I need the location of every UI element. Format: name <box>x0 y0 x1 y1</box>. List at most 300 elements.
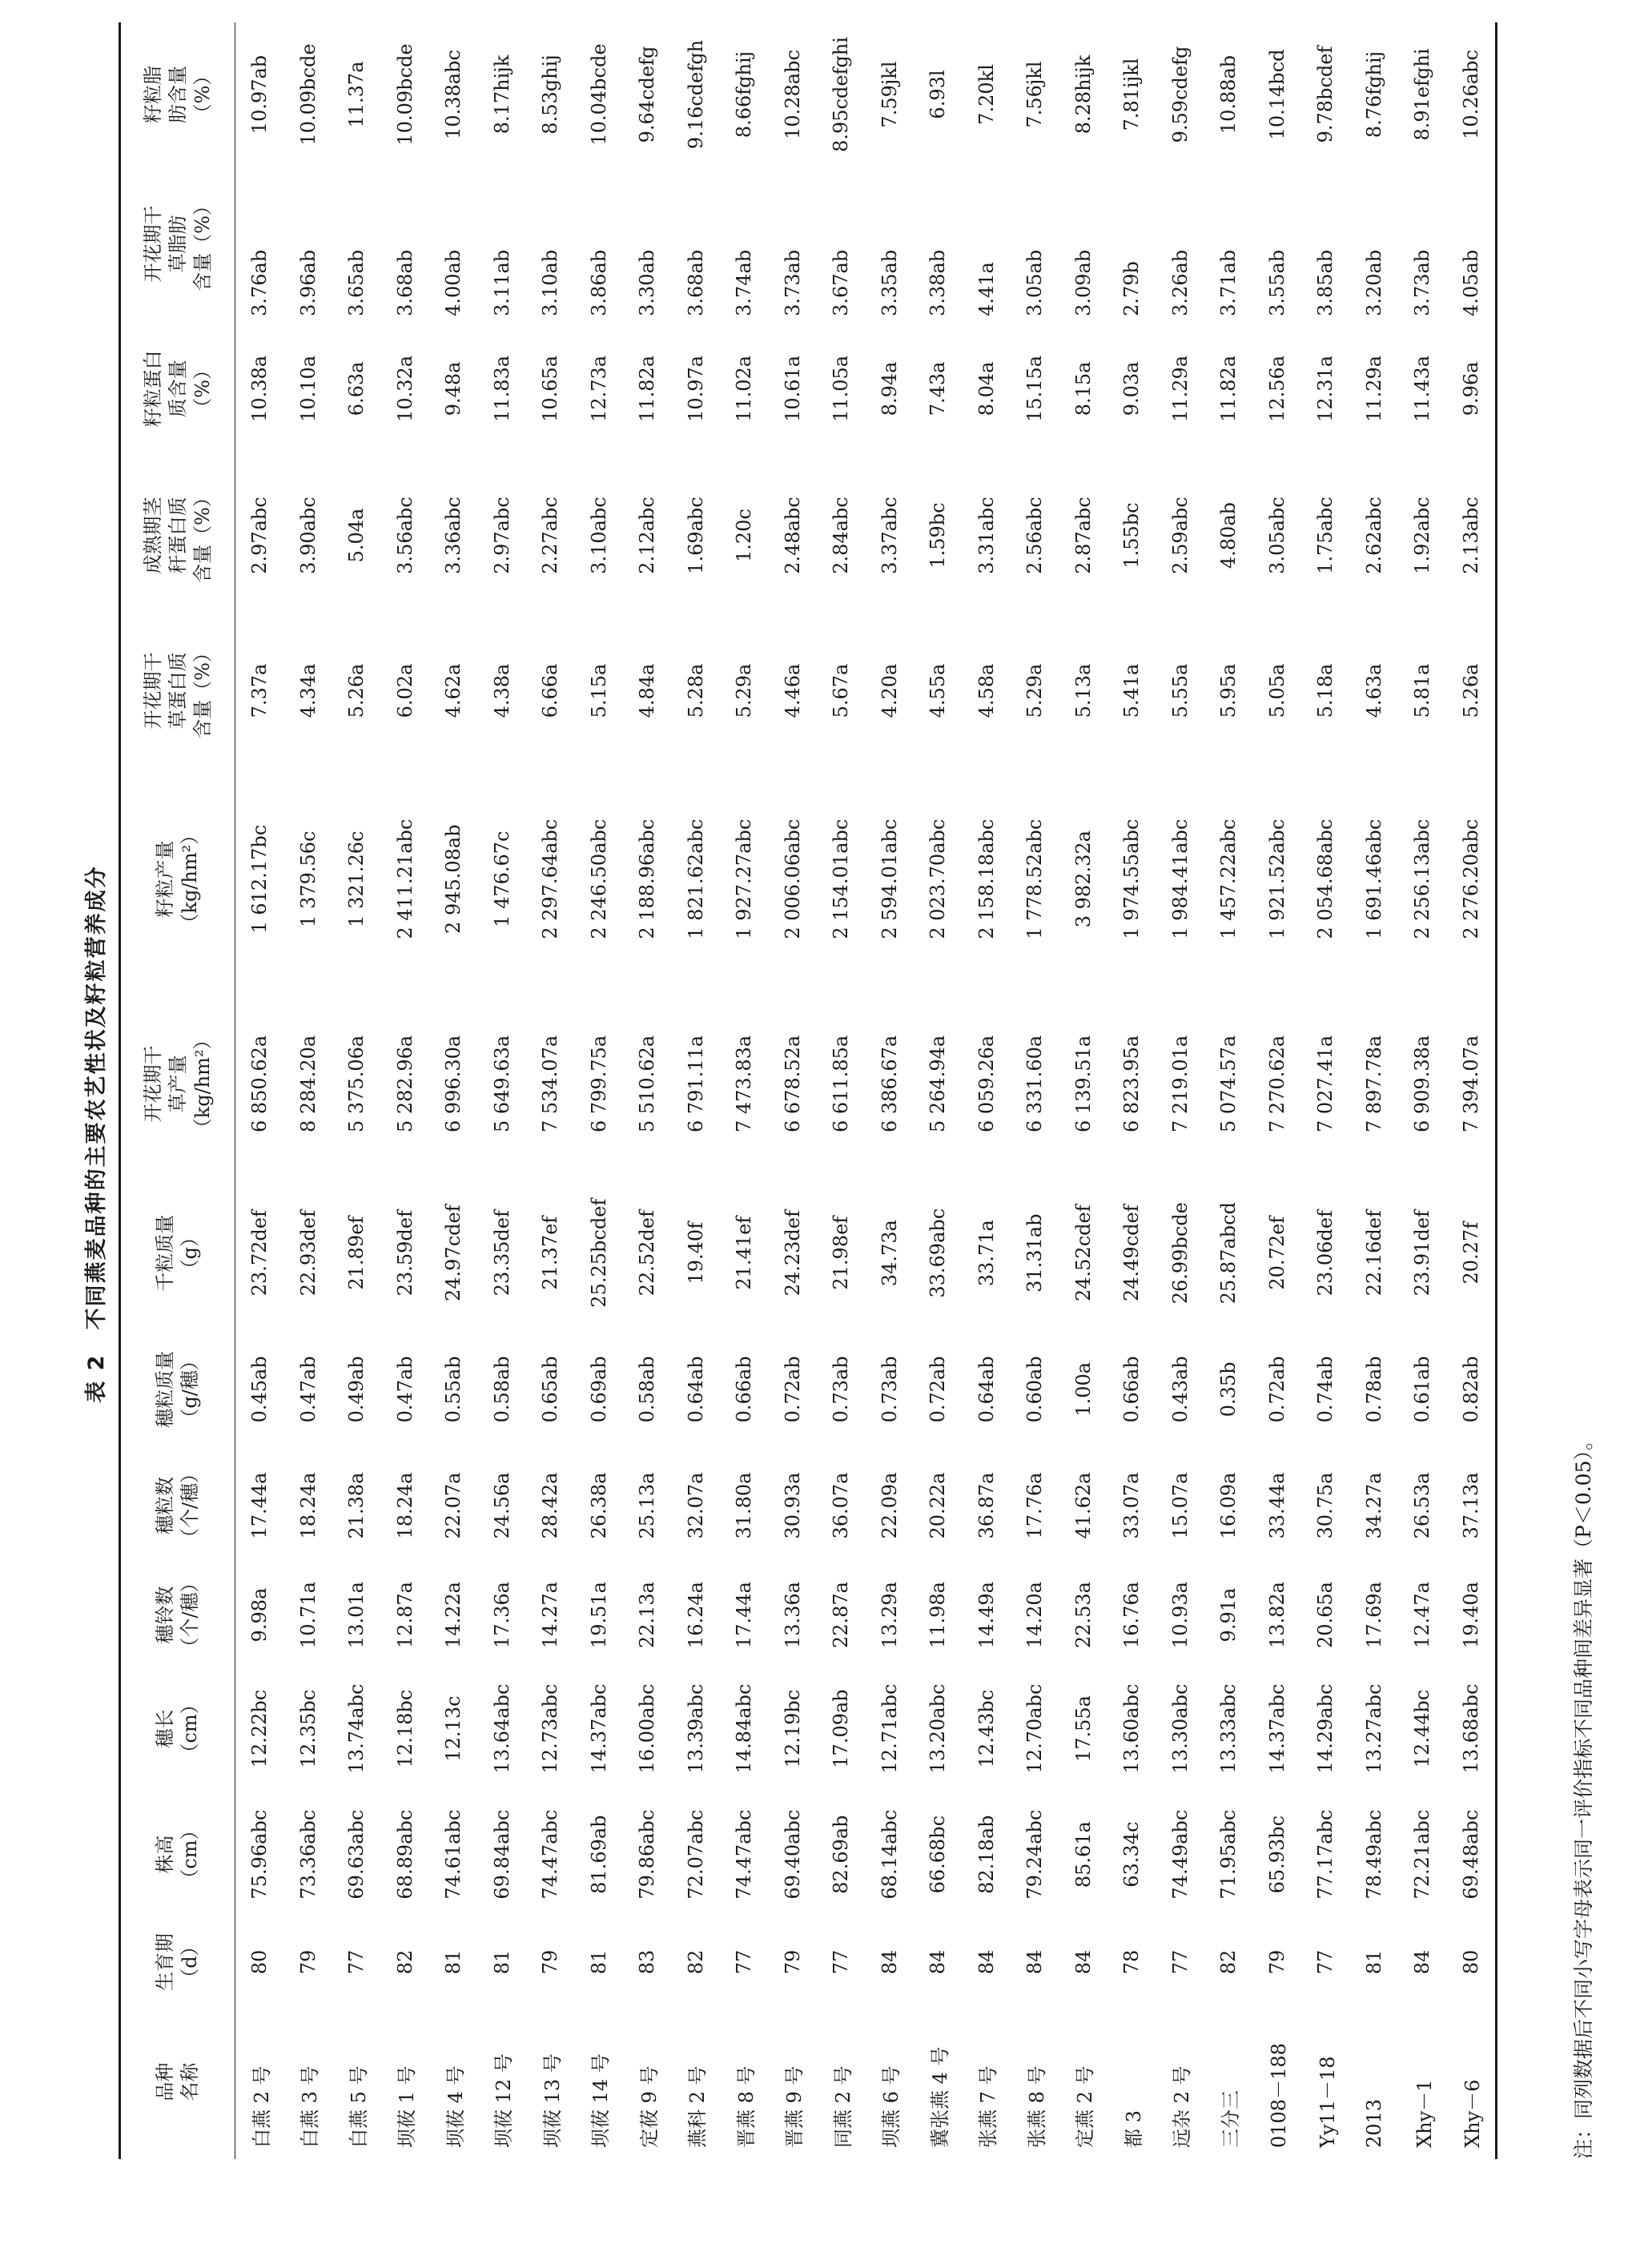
table-cell: 8.53ghij <box>539 54 562 135</box>
table-cell: 69.48abc <box>1447 1789 1497 1920</box>
table-cell: 21.37ef <box>539 1216 562 1290</box>
table-cell: 82.18ab <box>975 1815 998 1894</box>
variety-name-cell: 晋燕 9 号 <box>783 2065 806 2148</box>
table-cell: 6 850.62a <box>248 1035 271 1132</box>
table-cell: 9.16cdefgh <box>684 39 707 150</box>
column-header-line: （cm） <box>179 1820 201 1888</box>
table-cell: 7 270.62a <box>1265 1035 1288 1132</box>
table-cell: 3.76ab <box>248 249 271 316</box>
table-cell: 4.05ab <box>1447 167 1497 321</box>
table-cell: 13.39abc <box>684 1683 707 1774</box>
table-cell: 82.69ab <box>830 1815 853 1894</box>
table-cell: 1.55bc <box>1120 502 1144 569</box>
table-cell: 5.55a <box>1168 663 1192 718</box>
table-cell: 7 394.07a <box>1447 991 1497 1176</box>
table-cell: 2.59abc <box>1168 497 1192 574</box>
table-cell: 2 246.50abc <box>587 818 610 939</box>
table-cell: 77 <box>733 1949 756 1975</box>
table-cell: 7 027.41a <box>1314 1035 1337 1132</box>
table-cell: 19.51a <box>587 1582 610 1649</box>
table-cell: 17.76a <box>1023 1472 1047 1539</box>
table-cell: 0.64ab <box>684 1356 707 1423</box>
table-cell: 66.68bc <box>927 1815 950 1894</box>
table-cell: 0.58ab <box>636 1356 659 1423</box>
table-cell: 5 282.96a <box>393 1035 416 1132</box>
table-cell: 80 <box>248 1949 271 1975</box>
table-cell: 13.82a <box>1265 1582 1288 1649</box>
column-header-line: （g） <box>179 1228 201 1279</box>
table-cell: 5 375.06a <box>345 1035 368 1132</box>
table-row <box>1253 22 1302 2159</box>
table-cell: 13.64abc <box>490 1683 513 1774</box>
table-cell: 14.29abc <box>1314 1683 1337 1774</box>
table-cell: 2 297.64abc <box>539 818 562 939</box>
table-cell: 5 074.57a <box>1217 1035 1240 1132</box>
table-cell: 11.98a <box>927 1582 950 1649</box>
table-cell: 12.71abc <box>878 1683 901 1774</box>
table-cell: 6 139.51a <box>1071 1035 1095 1132</box>
table-cell: 5 264.94a <box>927 1035 950 1132</box>
table-cell: 8.91efghi <box>1411 48 1434 141</box>
table-cell: 19.40f <box>684 1221 707 1285</box>
table-cell: 10.04bcde <box>587 43 610 146</box>
column-header-line: 含量（%） <box>191 196 214 292</box>
table-cell: 3.85ab <box>1314 249 1337 316</box>
table-cell: 30.93a <box>781 1472 804 1539</box>
table-cell: 11.05a <box>830 355 853 422</box>
table-cell: 2 023.70abc <box>927 818 950 939</box>
table-cell: 11.29a <box>1362 355 1385 422</box>
table-cell: 79 <box>296 1949 320 1975</box>
table-cell: 0.43ab <box>1168 1356 1192 1423</box>
variety-name-cell: 张燕 7 号 <box>977 2065 1000 2148</box>
table-cell: 6 799.75a <box>587 1035 610 1132</box>
table-cell: 10.71a <box>296 1582 320 1649</box>
table-cell: 23.72def <box>248 1210 271 1297</box>
table-cell: 3.68ab <box>393 249 416 316</box>
table-cell: 2 154.01abc <box>830 818 853 939</box>
table-cell: 6 331.60a <box>1023 1035 1047 1132</box>
table-cell: 32.07a <box>684 1472 707 1539</box>
table-cell: 4.63a <box>1362 663 1385 718</box>
table-cell: 20.65a <box>1314 1582 1337 1649</box>
table-cell: 3.10abc <box>587 497 610 574</box>
table-cell: 77.17abc <box>1314 1809 1337 1900</box>
table-cell: 81.69ab <box>587 1815 610 1894</box>
column-header-line: （d） <box>179 1936 201 1988</box>
table-cell: 3.71ab <box>1217 249 1240 316</box>
table-cell: 72.21abc <box>1411 1809 1434 1900</box>
table-cell: 25.13a <box>636 1472 659 1539</box>
variety-name-cell: 坝燕 6 号 <box>880 2065 903 2148</box>
table-cell: 15.07a <box>1168 1472 1192 1539</box>
column-header-line: （个/穗） <box>179 1463 201 1548</box>
table-cell: 79 <box>1265 1949 1288 1975</box>
table-cell: 1 974.55abc <box>1120 818 1144 939</box>
table-cell: 10.28abc <box>781 50 804 139</box>
table-cell: 26.38a <box>587 1472 610 1539</box>
table-cell: 65.93bc <box>1265 1815 1288 1894</box>
table-cell: 1.75abc <box>1314 497 1337 574</box>
variety-name-cell: 坝莜 14 号 <box>589 2053 613 2148</box>
table-cell: 21.38a <box>345 1472 368 1539</box>
variety-name-cell: Yy11－18 <box>1316 2056 1339 2148</box>
table-cell: 8 284.20a <box>296 1035 320 1132</box>
table-cell: 6 611.85a <box>830 1035 853 1132</box>
table-cell: 6 909.38a <box>1411 1035 1434 1132</box>
table-row <box>866 22 914 2159</box>
table-cell: 0.60ab <box>1023 1356 1047 1423</box>
table-cell: 2 006.06abc <box>781 818 804 939</box>
table-cell: 2 276.20abc <box>1447 767 1497 991</box>
column-header <box>120 991 235 1176</box>
table-cell: 2 188.96abc <box>636 818 659 939</box>
table-cell: 78 <box>1120 1949 1144 1975</box>
table-cell: 11.82a <box>1217 355 1240 422</box>
table-cell: 16.24a <box>684 1582 707 1649</box>
table-cell: 3.86ab <box>587 249 610 316</box>
table-cell: 33.44a <box>1265 1472 1288 1539</box>
table-cell: 74.47abc <box>539 1809 562 1900</box>
table-cell: 2 594.01abc <box>878 818 901 939</box>
table-cell: 8.94a <box>878 361 901 416</box>
table-cell: 6 791.11a <box>684 1035 707 1132</box>
table-cell: 9.64cdefg <box>636 46 659 143</box>
column-header <box>120 167 235 321</box>
table-cell: 9.96a <box>1447 321 1497 456</box>
table-cell: 1.59bc <box>927 502 950 569</box>
table-row <box>720 22 769 2159</box>
table-cell: 16.09a <box>1217 1472 1240 1539</box>
table-cell: 23.91def <box>1411 1210 1434 1297</box>
table-cell: 34.73a <box>878 1220 901 1287</box>
table-cell: 68.14abc <box>878 1809 901 1900</box>
table-cell: 5.26a <box>345 663 368 718</box>
table-cell: 63.34c <box>1120 1821 1144 1888</box>
table-cell: 3.73ab <box>1411 249 1434 316</box>
column-header-line: 千粒质量 <box>154 1214 176 1292</box>
table-row <box>1301 22 1350 2159</box>
column-header <box>120 1176 235 1329</box>
table-cell: 22.07a <box>442 1472 465 1539</box>
table-cell: 20.27f <box>1447 1176 1497 1329</box>
table-cell: 22.93def <box>296 1210 320 1297</box>
table-cell: 12.19bc <box>781 1689 804 1768</box>
table-row <box>1059 22 1108 2159</box>
column-header <box>120 1450 235 1562</box>
column-header-line: 含量（%） <box>191 488 214 583</box>
table-cell: 5.04a <box>345 508 368 563</box>
table-cell: 23.35def <box>490 1210 513 1297</box>
table-cell: 3.05abc <box>1265 497 1288 574</box>
table-row <box>575 22 624 2159</box>
table-cell: 79 <box>781 1949 804 1975</box>
variety-name-cell: 白燕 2 号 <box>250 2065 273 2148</box>
table-cell: 25.25bcdef <box>587 1198 610 1308</box>
table-cell: 4.84a <box>636 663 659 718</box>
table-cell: 3.11ab <box>490 249 513 316</box>
table-cell: 69.84abc <box>490 1809 513 1900</box>
table-cell: 2 256.13abc <box>1411 818 1434 939</box>
table-cell: 21.89ef <box>345 1216 368 1290</box>
table-cell: 9.48a <box>442 361 465 416</box>
table-cell: 12.87a <box>393 1582 416 1649</box>
table-cell: 0.66ab <box>733 1356 756 1423</box>
table-cell: 7.43a <box>927 361 950 416</box>
table-row <box>1350 22 1399 2159</box>
table-cell: 30.75a <box>1314 1472 1337 1539</box>
table-cell: 6 059.26a <box>975 1035 998 1132</box>
table-cell: 12.73abc <box>539 1683 562 1774</box>
table-cell: 33.69abc <box>927 1208 950 1298</box>
table-cell: 22.16def <box>1362 1210 1385 1297</box>
table-row <box>623 22 672 2159</box>
table-cell: 0.47ab <box>296 1356 320 1423</box>
table-cell: 0.58ab <box>490 1356 513 1423</box>
table-cell: 13.74abc <box>345 1683 368 1774</box>
table-cell: 12.73a <box>587 355 610 422</box>
table-cell: 0.72ab <box>781 1356 804 1423</box>
table-row <box>1107 22 1156 2159</box>
variety-name-cell: 2013 <box>1362 2098 1385 2148</box>
table-cell: 5.41a <box>1120 663 1144 718</box>
table-cell: 2.13abc <box>1447 456 1497 614</box>
table-title-text: 不同燕麦品种的主要农艺性状及籽粒营养成分 <box>84 865 109 1330</box>
column-header <box>120 1789 235 1920</box>
table-cell: 28.42a <box>539 1472 562 1539</box>
table-cell: 31.80a <box>733 1472 756 1539</box>
table-cell: 5.28a <box>684 663 707 718</box>
table-cell: 14.84abc <box>733 1683 756 1774</box>
table-cell: 3 982.32a <box>1071 830 1095 928</box>
table-cell: 5.05a <box>1265 663 1288 718</box>
table-cell: 9.91a <box>1217 1587 1240 1643</box>
table-cell: 77 <box>1168 1949 1192 1975</box>
variety-name-cell: 白燕 5 号 <box>347 2065 370 2148</box>
table-cell: 84 <box>1023 1949 1047 1975</box>
table-row <box>332 22 381 2159</box>
table-cell: 3.20ab <box>1362 249 1385 316</box>
table-cell: 8.04a <box>975 361 998 416</box>
column-header-line: 穗粒数 <box>154 1477 176 1535</box>
table-cell: 10.88ab <box>1217 54 1240 135</box>
table-cell: 9.59cdefg <box>1168 46 1192 143</box>
table-cell: 14.49a <box>975 1582 998 1649</box>
table-cell: 1.69abc <box>684 497 707 574</box>
table-cell: 0.35b <box>1217 1361 1240 1418</box>
table-cell: 79 <box>539 1949 562 1975</box>
table-cell: 4.41a <box>975 262 998 316</box>
table-cell: 1 321.26c <box>345 830 368 927</box>
table-cell: 82 <box>1217 1949 1240 1975</box>
column-header-line: 成熟期茎 <box>141 497 164 574</box>
table-cell: 6.93l <box>927 70 950 119</box>
table-cell: 33.71a <box>975 1220 998 1287</box>
table-cell: 22.53a <box>1071 1582 1095 1649</box>
table-cell: 1 984.41abc <box>1168 818 1192 939</box>
table-cell: 5.81a <box>1411 663 1434 718</box>
table-cell: 26.53a <box>1411 1472 1434 1539</box>
column-header-line: 含量（%） <box>191 643 214 738</box>
table-cell: 2.62abc <box>1362 497 1385 574</box>
table-cell: 8.76fghij <box>1362 50 1385 139</box>
table-cell: 33.07a <box>1120 1472 1144 1539</box>
table-cell: 22.52def <box>636 1210 659 1297</box>
table-cell: 2.48abc <box>781 497 804 574</box>
variety-name-cell: 坝莜 1 号 <box>396 2065 419 2148</box>
table-row <box>284 22 333 2159</box>
table-cell: 72.07abc <box>684 1809 707 1900</box>
column-header <box>120 22 235 167</box>
column-header-line: 穗长 <box>154 1709 176 1748</box>
table-cell: 0.64ab <box>975 1356 998 1423</box>
table-cell: 7.59jkl <box>878 61 901 128</box>
table-cell: 10.97a <box>684 355 707 422</box>
table-cell: 14.37abc <box>587 1683 610 1774</box>
table-cell: 20.72ef <box>1265 1216 1288 1290</box>
column-header-line: （kg/hm²） <box>179 825 201 933</box>
table-cell: 4.58a <box>975 663 998 718</box>
column-header <box>120 456 235 614</box>
table-cell: 0.72ab <box>927 1356 950 1423</box>
table-cell: 0.47ab <box>393 1356 416 1423</box>
table-cell: 1 476.67c <box>490 830 513 927</box>
table-row <box>672 22 721 2159</box>
table-cell: 17.09ab <box>830 1689 853 1768</box>
table-cell: 4.46a <box>781 663 804 718</box>
variety-name-cell: 0108－188 <box>1268 2043 1291 2148</box>
table-cell: 8.28hijk <box>1071 54 1095 135</box>
table-cell: 84 <box>975 1949 998 1975</box>
table-cell: 3.55ab <box>1265 249 1288 316</box>
table-cell: 13.36a <box>781 1582 804 1649</box>
table-cell: 3.31abc <box>975 497 998 574</box>
table-cell: 3.05ab <box>1023 249 1047 316</box>
column-header-line: 草产量 <box>166 1055 189 1113</box>
table-cell: 7.37a <box>248 663 271 718</box>
table-cell: 26.99bcde <box>1168 1202 1192 1305</box>
table-cell: 1.20c <box>733 509 756 562</box>
table-cell: 8.15a <box>1071 361 1095 416</box>
column-header-line: （kg/hm²） <box>191 1030 214 1138</box>
table-row <box>769 22 818 2159</box>
table-cell: 3.30ab <box>636 249 659 316</box>
table-cell: 2.79b <box>1120 261 1144 316</box>
table-cell: 21.41ef <box>733 1216 756 1290</box>
table-cell: 3.90abc <box>296 497 320 574</box>
table-cell: 2.27abc <box>539 497 562 574</box>
table-cell: 82 <box>684 1949 707 1975</box>
table-cell: 13.27abc <box>1362 1683 1385 1774</box>
table-cell: 74.61abc <box>442 1809 465 1900</box>
table-cell: 11.82a <box>636 355 659 422</box>
table-cell: 10.38abc <box>442 50 465 139</box>
column-header <box>120 1920 235 2005</box>
column-header <box>120 1562 235 1667</box>
table-cell: 82 <box>393 1949 416 1975</box>
table-cell: 81 <box>587 1949 610 1975</box>
column-header-line: 质含量 <box>166 360 189 418</box>
table-cell: 2.12abc <box>636 497 659 574</box>
column-header-line: 开花期干 <box>141 652 164 730</box>
variety-name-cell: 燕科 2 号 <box>686 2065 709 2148</box>
table-cell: 10.97ab <box>248 54 271 135</box>
table-cell: 84 <box>1411 1949 1434 1975</box>
table-row <box>1011 22 1059 2159</box>
table-cell: 8.95cdefghi <box>830 37 853 152</box>
table-cell: 14.22a <box>442 1582 465 1649</box>
table-cell: 75.96abc <box>248 1809 271 1900</box>
table-cell: 14.27a <box>539 1582 562 1649</box>
column-header-line: （%） <box>191 66 214 123</box>
table-cell: 6 678.52a <box>781 1035 804 1132</box>
table-cell: 10.65a <box>539 355 562 422</box>
column-header <box>120 2005 235 2159</box>
table-cell: 12.31a <box>1314 355 1337 422</box>
table-cell: 1.92abc <box>1411 497 1434 574</box>
variety-name-cell: 白燕 3 号 <box>299 2065 322 2148</box>
table-cell: 10.93a <box>1168 1582 1192 1649</box>
table-cell: 7.20kl <box>975 64 998 125</box>
table-cell: 12.13c <box>442 1695 465 1762</box>
table-cell: 7.81ijkl <box>1120 58 1144 131</box>
variety-name-cell: Xhy－1 <box>1413 2079 1436 2148</box>
column-header-line: 开花期干 <box>141 205 164 283</box>
table-row <box>914 22 963 2159</box>
table-cell: 12.43bc <box>975 1689 998 1768</box>
table-cell: 2.56abc <box>1023 497 1047 574</box>
table-cell: 2 054.68abc <box>1314 818 1337 939</box>
table-cell: 13.01a <box>345 1582 368 1649</box>
table-cell: 34.27a <box>1362 1472 1385 1539</box>
variety-name-cell: Xhy－6 <box>1447 2005 1497 2159</box>
table-cell: 24.49cdef <box>1120 1204 1144 1302</box>
table-cell: 6.66a <box>539 663 562 718</box>
table-cell: 2 945.08ab <box>442 824 465 934</box>
table-cell: 10.38a <box>248 355 271 422</box>
table-cell: 6.63a <box>345 361 368 416</box>
table-cell: 5.95a <box>1217 663 1240 718</box>
column-header-line: 开花期干 <box>141 1045 164 1123</box>
table-cell: 81 <box>442 1949 465 1975</box>
table-cell: 5.67a <box>830 663 853 718</box>
table-cell: 3.35ab <box>878 249 901 316</box>
data-table <box>119 22 1497 2159</box>
table-cell: 4.38a <box>490 663 513 718</box>
table-cell: 69.40abc <box>781 1809 804 1900</box>
table-cell: 13.68abc <box>1447 1668 1497 1790</box>
table-cell: 3.67ab <box>830 249 853 316</box>
table-cell: 23.06def <box>1314 1210 1337 1297</box>
variety-name-cell: 同燕 2 号 <box>831 2065 854 2148</box>
table-cell: 10.32a <box>393 355 416 422</box>
column-header-line: 穗铃数 <box>154 1586 176 1644</box>
table-cell: 21.98ef <box>830 1216 853 1290</box>
column-header-line: 名称 <box>179 2062 201 2101</box>
column-header <box>120 321 235 456</box>
table-footnote: 注：同列数据后不同小写字母表示同一评价指标不同品种间差异显著（P＜0.05）。 <box>1572 1430 1595 2159</box>
column-header-line: 株高 <box>154 1835 176 1874</box>
table-cell: 5.15a <box>587 663 610 718</box>
column-header <box>120 614 235 767</box>
table-cell: 4.62a <box>442 663 465 718</box>
table-cell: 22.13a <box>636 1582 659 1649</box>
table-row <box>1447 22 1497 2159</box>
table-cell: 9.03a <box>1120 361 1144 416</box>
table-cell: 83 <box>636 1949 659 1975</box>
table-cell: 12.56a <box>1265 355 1288 422</box>
column-header-line: 生育期 <box>154 1933 176 1992</box>
